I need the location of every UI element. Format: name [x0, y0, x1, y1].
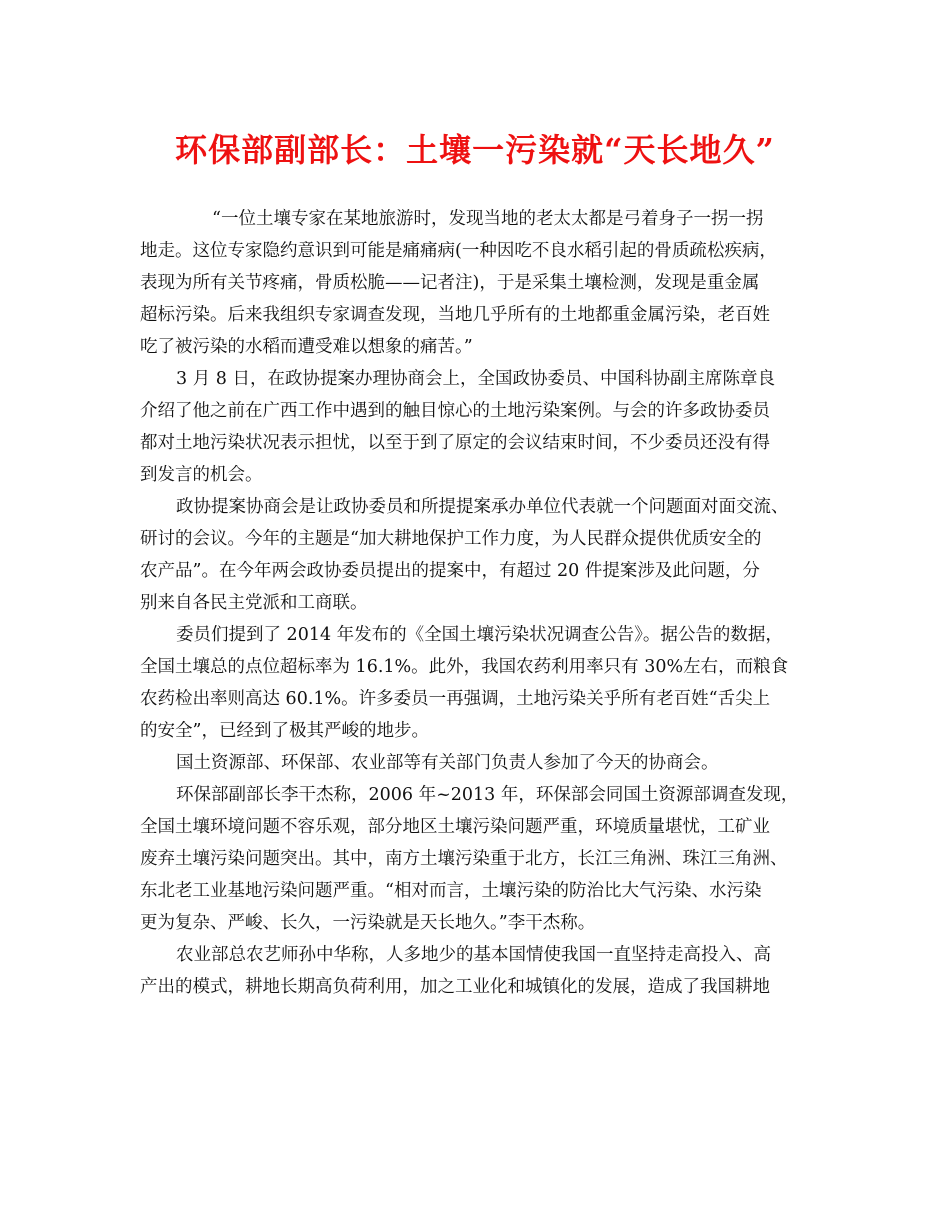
paragraph-2: [140, 363, 824, 491]
paragraph-7: [140, 939, 824, 1003]
text-line: 东北老工业基地污染问题严重。“相对而言，土壤污染的防治比大气污染、水污染: [140, 881, 762, 901]
paragraph-1: [140, 203, 824, 363]
paragraph-5: [140, 747, 824, 779]
text-line: 表现为所有关节疼痛，骨质松脆——记者注)，于是采集土壤检测，发现是重金属: [140, 273, 760, 293]
text-line: “一位土壤专家在某地旅游时，发现当地的老太太都是弓着身子一拐一拐: [212, 209, 764, 229]
article-title: 环保部副部长：土壤一污染就“天长地久”: [175, 131, 775, 169]
article-body: [140, 203, 824, 1003]
text-line: 介绍了他之前在广西工作中遇到的触目惊心的土地污染案例。与会的许多政协委员: [140, 401, 770, 421]
text-line: 产出的模式，耕地长期高负荷利用，加之工业化和城镇化的发展，造成了我国耕地: [140, 977, 770, 997]
text-line: 环保部副部长李干杰称，2006 年~2013 年，环保部会同国土资源部调查发现，: [176, 785, 799, 805]
text-line: 超标污染。后来我组织专家调查发现，当地几乎所有的土地都重金属污染，老百姓: [140, 305, 770, 325]
text-line: 都对土地污染状况表示担忧，以至于到了原定的会议结束时间，不少委员还没有得: [140, 433, 770, 453]
text-line: 政协提案协商会是让政协委员和所提提案承办单位代表就一个问题面对面交流、: [176, 497, 789, 517]
paragraph-6: [140, 779, 824, 939]
text-line: 研讨的会议。今年的主题是“加大耕地保护工作力度，为人民群众提供优质安全的: [140, 529, 762, 549]
text-line: 委员们提到了 2014 年发布的《全国土壤污染状况调查公告》。据公告的数据，: [176, 625, 783, 645]
text-line: 农产品”。在今年两会政协委员提出的提案中，有超过 20 件提案涉及此问题，分: [140, 561, 760, 581]
text-line: 地走。这位专家隐约意识到可能是痛痛病(一种因吃不良水稻引起的骨质疏松疾病，: [140, 241, 777, 261]
text-line: 农业部总农艺师孙中华称，人多地少的基本国情使我国一直坚持走高投入、高: [176, 945, 771, 965]
text-line: 别来自各民主党派和工商联。: [140, 593, 368, 613]
paragraph-4: [140, 619, 824, 747]
text-line: 农药检出率则高达 60.1%。许多委员一再强调，土地污染关乎所有老百姓“舌尖上: [140, 689, 771, 709]
text-line: 的安全”，已经到了极其严峻的地步。: [140, 721, 429, 741]
text-line: 国土资源部、环保部、农业部等有关部门负责人参加了今天的协商会。: [176, 753, 719, 773]
text-line: 更为复杂、严峻、长久，一污染就是天长地久。”李干杰称。: [140, 913, 596, 933]
text-line: 全国土壤总的点位超标率为 16.1%。此外，我国农药利用率只有 30%左右，而粮食: [140, 657, 789, 677]
text-line: 废弃土壤污染问题突出。其中，南方土壤污染重于北方，长江三角洲、珠江三角洲、: [140, 849, 788, 869]
text-line: 全国土壤环境问题不容乐观，部分地区土壤污染问题严重，环境质量堪忧，工矿业: [140, 817, 770, 837]
paragraph-3: [140, 491, 824, 619]
text-line: 到发言的机会。: [140, 465, 263, 485]
text-line: 3 月 8 日，在政协提案办理协商会上，全国政协委员、中国科协副主席陈章良: [176, 369, 775, 389]
text-line: 吃了被污染的水稻而遭受难以想象的痛苦。”: [140, 337, 473, 357]
